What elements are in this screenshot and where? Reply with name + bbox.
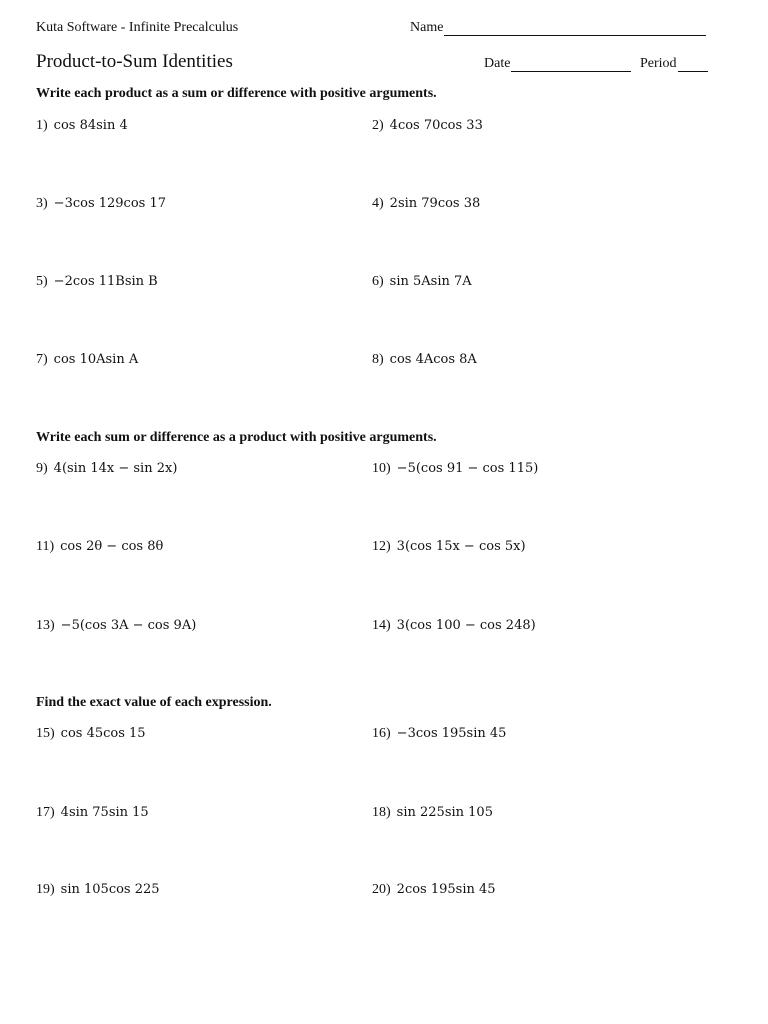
problem-item (372, 196, 480, 212)
problem-item (36, 196, 166, 212)
problem-expression: 3(cos 15x − cos 5x) (396, 539, 526, 554)
problem-item (36, 618, 196, 634)
problem-number: 4) (372, 196, 384, 211)
problem-expression: cos 45cos 15 (60, 726, 146, 741)
name-label: Name (410, 20, 444, 35)
problem-expression: cos 10Asin A (53, 352, 139, 367)
section-instruction: Find the exact value of each expression. (36, 695, 272, 710)
problem-item (372, 726, 506, 742)
period-label: Period (640, 56, 677, 71)
problem-number: 8) (372, 352, 384, 367)
problem-expression: 4(sin 14x − sin 2x) (53, 461, 178, 476)
problem-number: 18) (372, 805, 391, 820)
worksheet-title: Product-to-Sum Identities (36, 51, 233, 72)
problem-item (36, 352, 138, 368)
problem-item (372, 118, 483, 134)
problem-item (36, 805, 149, 821)
problem-item (372, 461, 538, 477)
problem-number: 11) (36, 539, 55, 554)
problem-number: 2) (372, 118, 384, 133)
problem-number: 3) (36, 196, 48, 211)
section-instruction: Write each product as a sum or difference with positive arguments. (36, 86, 437, 101)
problem-expression: 3(cos 100 − cos 248) (396, 618, 536, 633)
problem-number: 12) (372, 539, 391, 554)
problem-number: 15) (36, 726, 55, 741)
problem-item (372, 618, 536, 634)
problem-number: 5) (36, 274, 48, 289)
name-field[interactable] (410, 20, 706, 36)
problem-expression: 4sin 75sin 15 (60, 805, 149, 820)
problem-expression: sin 5Asin 7A (389, 274, 472, 289)
name-blank-line[interactable] (444, 21, 706, 36)
date-label: Date (484, 56, 511, 71)
problem-item (36, 539, 163, 555)
problem-item (36, 274, 158, 290)
problem-item (36, 882, 160, 898)
problem-number: 14) (372, 618, 391, 633)
date-field[interactable] (484, 56, 631, 72)
problem-item (36, 461, 177, 477)
problem-expression: −5(cos 91 − cos 115) (396, 461, 539, 476)
problem-expression: −3cos 129cos 17 (53, 196, 167, 211)
problem-item (36, 118, 128, 134)
problem-item (372, 805, 493, 821)
problem-number: 16) (372, 726, 391, 741)
problem-expression: 4cos 70cos 33 (389, 118, 483, 133)
problem-number: 20) (372, 882, 391, 897)
section-instruction: Write each sum or difference as a product with positive arguments. (36, 430, 437, 445)
problem-number: 17) (36, 805, 55, 820)
software-label: Kuta Software - Infinite Precalculus (36, 20, 239, 35)
problem-expression: −3cos 195sin 45 (396, 726, 507, 741)
problem-number: 10) (372, 461, 391, 476)
problem-number: 7) (36, 352, 48, 367)
problem-expression: cos 4Acos 8A (389, 352, 477, 367)
problem-item (372, 882, 496, 898)
problem-expression: −5(cos 3A − cos 9A) (60, 618, 197, 633)
problem-number: 19) (36, 882, 55, 897)
problem-item (372, 539, 526, 555)
period-field[interactable] (640, 56, 708, 72)
problem-expression: sin 105cos 225 (60, 882, 160, 897)
problem-item (372, 274, 472, 290)
problem-item (36, 726, 146, 742)
problem-item (372, 352, 477, 368)
problem-number: 1) (36, 118, 48, 133)
problem-number: 9) (36, 461, 48, 476)
problem-expression: −2cos 11Bsin B (53, 274, 158, 289)
problem-expression: 2sin 79cos 38 (389, 196, 481, 211)
date-blank-line[interactable] (511, 57, 631, 72)
problem-number: 6) (372, 274, 384, 289)
problem-number: 13) (36, 618, 55, 633)
period-blank-line[interactable] (678, 57, 708, 72)
problem-expression: cos 2θ − cos 8θ (60, 539, 164, 554)
problem-expression: cos 84sin 4 (53, 118, 128, 133)
problem-expression: sin 225sin 105 (396, 805, 493, 820)
problem-expression: 2cos 195sin 45 (396, 882, 496, 897)
